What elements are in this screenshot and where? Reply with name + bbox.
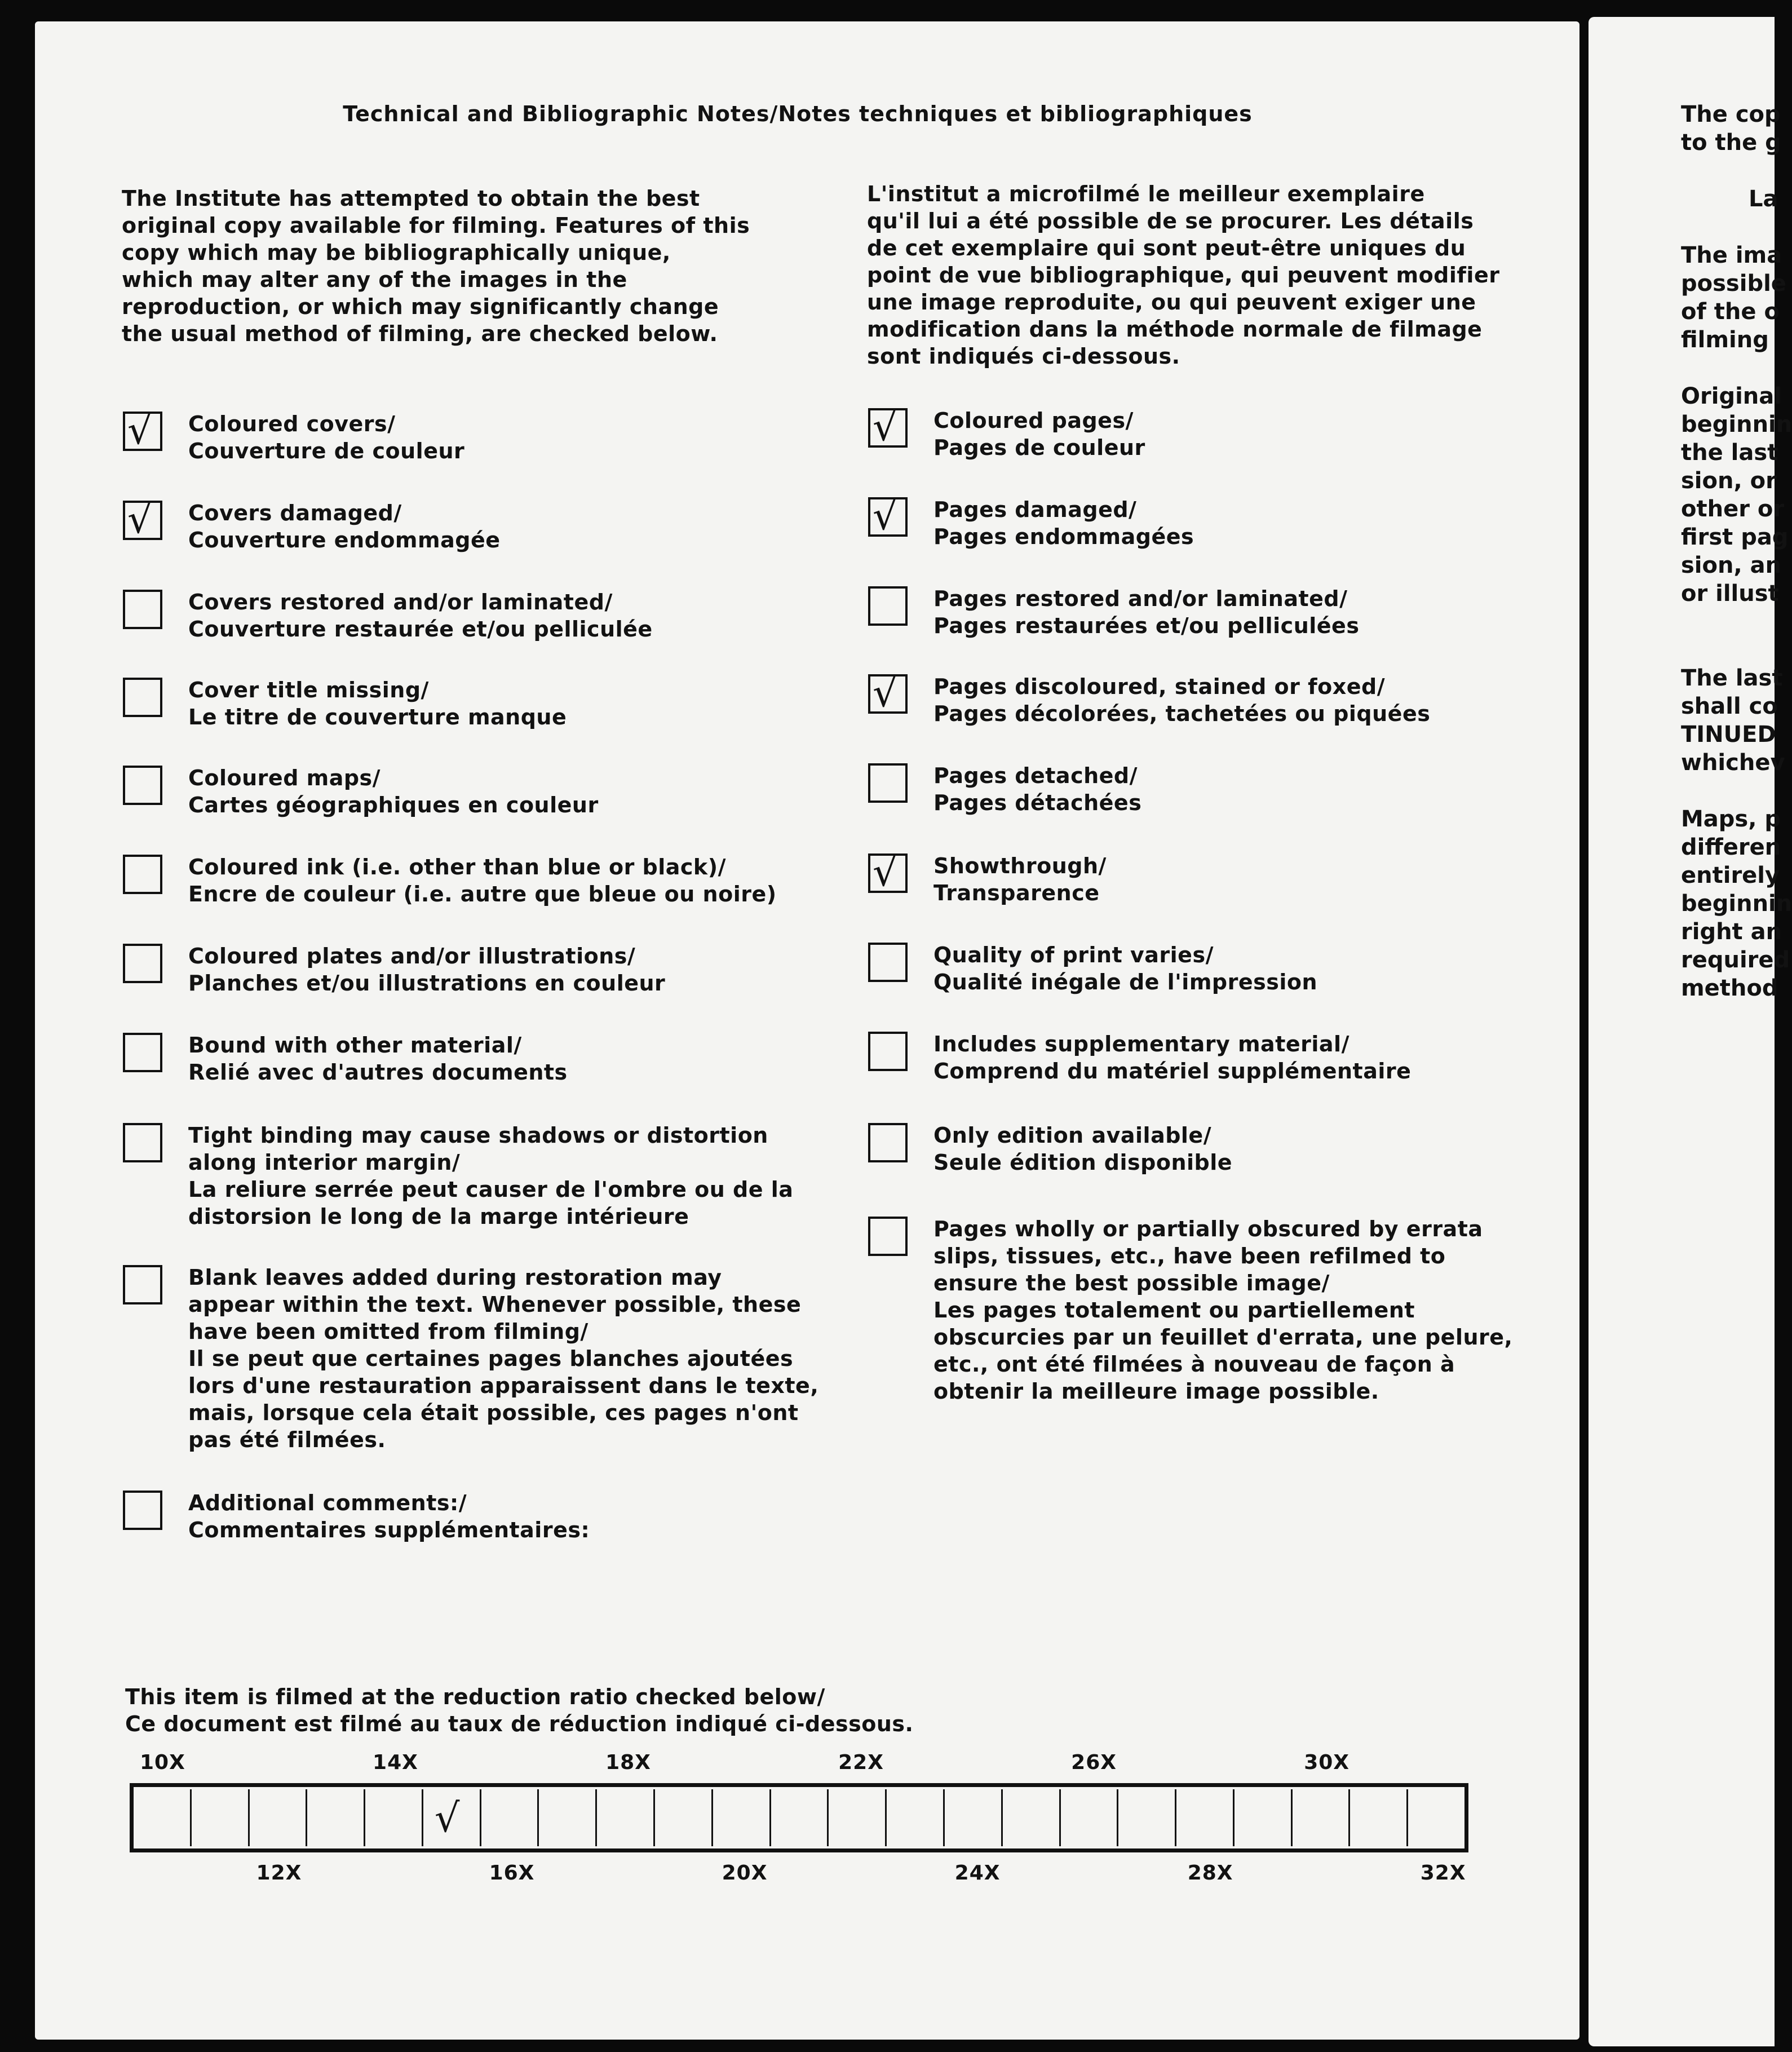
reduction-cell[interactable] [1408, 1789, 1464, 1846]
reduction-cell[interactable] [829, 1789, 887, 1846]
reduction-ratio-label: 16X [489, 1861, 535, 1885]
intro-line: reproduction, or which may significantly change [122, 294, 719, 319]
adjacent-page-line: differen [1681, 834, 1781, 860]
reduction-cell[interactable] [1118, 1789, 1176, 1846]
checklist-item-line: Quality of print varies/ [933, 943, 1214, 967]
checklist-item-line: Comprend du matériel supplémentaire [933, 1059, 1412, 1084]
checked-checkbox[interactable] [123, 407, 162, 453]
checklist-item-label [188, 1489, 590, 1544]
reduction-note-fr: Ce document est filmé au taux de réduction indiqué ci-dessous. [125, 1712, 914, 1736]
checklist-item-line: mais, lorsque cela était possible, ces pages n'ont [188, 1400, 799, 1425]
checklist-item [123, 853, 777, 908]
checklist-item [868, 404, 1145, 461]
reduction-note-en: This item is filmed at the reduction ratio checked below/ [125, 1684, 825, 1709]
checklist-item-label [933, 1215, 1512, 1405]
reduction-cell[interactable] [1176, 1789, 1235, 1846]
reduction-cell[interactable] [713, 1789, 771, 1846]
checklist-item-label [188, 764, 599, 819]
checklist-item-line: Coloured covers/ [188, 412, 396, 436]
checklist-item [123, 1032, 568, 1086]
checklist-item-label [188, 1122, 793, 1230]
checklist-item-line: Additional comments:/ [188, 1491, 467, 1515]
checklist-item-line: Pages restored and/or laminated/ [933, 586, 1348, 611]
checklist-item [868, 1215, 1512, 1405]
checklist-item-label [933, 673, 1430, 727]
reduction-cell[interactable] [1235, 1789, 1293, 1846]
intro-line: point de vue bibliographique, qui peuvent modifier [867, 263, 1500, 288]
adjacent-page-line: whichev [1681, 750, 1785, 776]
intro-line: copy which may be bibliographically unique, [122, 240, 671, 265]
adjacent-page-line: The last [1681, 665, 1783, 691]
checklist-item-label [933, 941, 1317, 996]
adjacent-page-line: beginnin [1681, 412, 1792, 437]
adjacent-page-line: the last [1681, 440, 1778, 466]
checkbox[interactable] [123, 678, 162, 717]
reduction-ratio-scale [130, 1783, 1468, 1852]
adjacent-page-line: La [1749, 186, 1778, 212]
checkbox[interactable] [123, 944, 162, 983]
checklist-item-line: along interior margin/ [188, 1150, 461, 1175]
checklist-item [868, 762, 1141, 816]
checklist-item-line: Covers damaged/ [188, 501, 402, 525]
intro-line: original copy available for filming. Features of this [122, 213, 750, 238]
reduction-cell[interactable] [1293, 1789, 1351, 1846]
adjacent-page-line: The ima [1681, 242, 1782, 268]
adjacent-page-line: filming [1681, 327, 1769, 353]
checklist-item-line: Pages de couleur [933, 435, 1145, 460]
checklist-item-line: ensure the best possible image/ [933, 1271, 1330, 1295]
reduction-ratio-label: 20X [722, 1861, 768, 1885]
checklist-item-line: Couverture de couleur [188, 439, 465, 463]
checklist-item [868, 1031, 1411, 1085]
checklist-item-line: Cover title missing/ [188, 678, 429, 702]
checklist-item-line: Encre de couleur (i.e. autre que bleue ou noire) [188, 882, 777, 906]
checklist-item [868, 1122, 1232, 1176]
checklist-item-line: appear within the text. Whenever possible, these [188, 1292, 802, 1317]
checklist-item-label [933, 496, 1194, 550]
reduction-ratio-label: 30X [1304, 1751, 1350, 1774]
checklist-item-label [933, 585, 1359, 639]
checklist-item-label [188, 1264, 818, 1453]
checklist-item-line: Includes supplementary material/ [933, 1032, 1349, 1056]
checkbox[interactable] [868, 763, 908, 803]
checklist-item [123, 764, 599, 819]
checklist-item-line: Planches et/ou illustrations en couleur [188, 971, 666, 996]
reduction-cell[interactable] [423, 1789, 481, 1846]
checklist-item [123, 1122, 793, 1230]
checked-checkbox[interactable] [868, 493, 908, 539]
checklist-item-line: Pages endommagées [933, 524, 1194, 549]
reduction-cell[interactable] [134, 1789, 192, 1846]
intro-line: L'institut a microfilmé le meilleur exemplaire [867, 182, 1425, 206]
checklist-item [123, 407, 465, 465]
checklist-item-label [188, 853, 777, 908]
reduction-ratio-label: 28X [1187, 1861, 1233, 1885]
checklist-item-line: Commentaires supplémentaires: [188, 1518, 590, 1542]
checkbox[interactable] [123, 1491, 162, 1530]
reduction-cell[interactable] [887, 1789, 945, 1846]
checkbox[interactable] [868, 1217, 908, 1256]
adjacent-page-line [1681, 157, 1792, 185]
checklist-item-label [188, 676, 567, 731]
checklist-item-line: Couverture restaurée et/ou pelliculée [188, 617, 653, 642]
checklist-item-line: slips, tissues, etc., have been refilmed to [933, 1244, 1446, 1268]
checkbox[interactable] [123, 766, 162, 805]
checkbox[interactable] [123, 1123, 162, 1162]
checklist-item-line: distorsion le long de la marge intérieure [188, 1204, 689, 1229]
checkbox[interactable] [123, 590, 162, 629]
reduction-ratio-label: 14X [373, 1751, 418, 1774]
intro-line: qu'il lui a été possible de se procurer. Les détails [867, 209, 1474, 233]
checklist-item-line: Relié avec d'autres documents [188, 1060, 568, 1085]
checklist-item [123, 1264, 818, 1453]
checkmark-icon: √ [873, 404, 898, 450]
checklist-item-line: obscurcies par un feuillet d'errata, une pelure, [933, 1325, 1513, 1350]
reduction-ratio-label: 24X [954, 1861, 1001, 1885]
intro-english [122, 185, 750, 347]
reduction-cell[interactable] [481, 1789, 539, 1846]
adjacent-page-line [1681, 213, 1792, 241]
reduction-cell[interactable] [1003, 1789, 1061, 1846]
checklist-item-line: Les pages totalement ou partiellement [933, 1298, 1415, 1323]
adjacent-page-text [1681, 100, 1792, 1002]
adjacent-page-line: shall co [1681, 693, 1778, 719]
reduction-cell[interactable] [539, 1789, 597, 1846]
checklist-item-label [188, 589, 653, 643]
reduction-note [125, 1683, 913, 1737]
checklist-item-line: Seule édition disponible [933, 1150, 1233, 1175]
page-title: Technical and Bibliographic Notes/Notes techniques et bibliographiques [343, 101, 1253, 126]
checklist-item [123, 676, 567, 731]
reduction-cell[interactable] [192, 1789, 250, 1846]
checklist-item-line: Cartes géographiques en couleur [188, 793, 599, 817]
intro-line: de cet exemplaire qui sont peut-être uniques du [867, 236, 1466, 260]
adjacent-page-line: required [1681, 947, 1790, 973]
checklist-item-label [933, 1031, 1411, 1085]
checked-checkbox[interactable] [868, 670, 908, 716]
reduction-ratio-label: 26X [1071, 1751, 1117, 1774]
reduction-cell[interactable] [250, 1789, 308, 1846]
checklist-item-line: have been omitted from filming/ [188, 1319, 589, 1344]
checklist-item-line: Pages detached/ [933, 763, 1138, 788]
checklist-item [868, 585, 1359, 639]
adjacent-page-line: Original [1681, 383, 1782, 409]
adjacent-page-line: right an [1681, 919, 1782, 945]
reduction-cell[interactable] [597, 1789, 655, 1846]
checkmark-icon: √ [127, 496, 153, 542]
checklist-item-line: obtenir la meilleure image possible. [933, 1379, 1379, 1404]
checklist-item-label [933, 762, 1141, 816]
checklist-item-line: Pages restaurées et/ou pelliculées [933, 613, 1360, 638]
checkmark-icon: √ [127, 407, 153, 453]
checklist-item-label [933, 852, 1107, 906]
checklist-item-label [188, 943, 665, 997]
checklist-item-line: Coloured pages/ [933, 408, 1134, 433]
adjacent-page-line: other or [1681, 496, 1785, 522]
checklist-item-line: Tight binding may cause shadows or distortion [188, 1123, 768, 1148]
intro-line: which may alter any of the images in the [122, 267, 627, 292]
adjacent-page-line [1681, 636, 1792, 664]
intro-line: The Institute has attempted to obtain the best [122, 186, 700, 211]
checkmark-icon: √ [873, 849, 898, 895]
checklist-item-line: Covers restored and/or laminated/ [188, 590, 613, 614]
adjacent-page-line: to the g [1681, 130, 1781, 156]
intro-line: modification dans la méthode normale de filmage [867, 317, 1483, 342]
checklist-item-line: Pages décolorées, tachetées ou piquées [933, 701, 1431, 726]
checklist-item-line: La reliure serrée peut causer de l'ombre ou de la [188, 1177, 794, 1202]
checkbox[interactable] [868, 1123, 908, 1162]
reduction-cell[interactable] [771, 1789, 829, 1846]
adjacent-page-line: sion, an [1681, 552, 1782, 578]
checklist-item-line: lors d'une restauration apparaissent dans le texte, [188, 1373, 819, 1398]
reduction-ratio-label: 22X [838, 1751, 884, 1774]
checked-checkbox[interactable] [123, 496, 162, 542]
checklist-item-line: Qualité inégale de l'impression [933, 970, 1318, 994]
reduction-ratio-label: 10X [140, 1751, 185, 1774]
checklist-item-label [933, 407, 1145, 461]
checklist-item [868, 849, 1107, 906]
adjacent-page-line: first pag [1681, 524, 1789, 550]
checklist-item-label [188, 410, 464, 465]
adjacent-page-line [1681, 354, 1792, 382]
checklist-item [123, 589, 653, 643]
checklist-item-line: Transparence [933, 881, 1100, 905]
checkmark-icon: √ [873, 670, 898, 716]
checklist-item-line: Coloured maps/ [188, 766, 381, 790]
checklist-item-line: Pages damaged/ [933, 497, 1137, 522]
reduction-cell[interactable] [655, 1789, 713, 1846]
adjacent-page-line: TINUED [1681, 722, 1776, 748]
checkbox[interactable] [868, 586, 908, 626]
checklist-item-line: etc., ont été filmées à nouveau de façon à [933, 1352, 1455, 1377]
checklist-item-line: Bound with other material/ [188, 1033, 522, 1058]
checkbox[interactable] [868, 1032, 908, 1071]
checklist-item-line: Coloured plates and/or illustrations/ [188, 944, 636, 968]
adjacent-page-line [1681, 777, 1792, 805]
checklist-item-line: Coloured ink (i.e. other than blue or black)/ [188, 855, 726, 879]
intro-french [867, 180, 1499, 370]
checklist-item [123, 496, 501, 554]
checklist-item-line: Le titre de couverture manque [188, 705, 567, 729]
intro-line: sont indiqués ci-dessous. [867, 344, 1180, 369]
checkmark-icon: √ [873, 493, 898, 539]
intro-line: une image reproduite, ou qui peuvent exiger une [867, 290, 1476, 315]
checklist-item [123, 1489, 590, 1544]
reduction-ratio-label: 12X [256, 1861, 302, 1885]
checklist-item [868, 493, 1194, 550]
adjacent-page-line: or illust [1681, 581, 1779, 607]
checked-checkbox[interactable] [868, 404, 908, 450]
reduction-cell[interactable] [1350, 1789, 1408, 1846]
adjacent-page-line: beginnin [1681, 891, 1792, 917]
reduction-cell[interactable] [945, 1789, 1003, 1846]
checklist-item-line: Blank leaves added during restoration may [188, 1265, 722, 1290]
adjacent-page-line: of the o [1681, 299, 1780, 325]
reduction-cell[interactable] [365, 1789, 423, 1846]
checklist-item-line: Showthrough/ [933, 853, 1107, 878]
adjacent-page-line: entirely [1681, 863, 1780, 888]
checkbox[interactable] [123, 855, 162, 894]
checklist-item [868, 670, 1431, 727]
checklist-item-line: pas été filmées. [188, 1427, 386, 1452]
checklist-item-line: Pages détachées [933, 790, 1142, 815]
reduction-ratio-label: 32X [1420, 1861, 1466, 1885]
adjacent-page-line: Maps, p [1681, 806, 1781, 832]
adjacent-page-line: method [1681, 975, 1778, 1001]
checklist-item [868, 941, 1317, 996]
checkbox[interactable] [868, 943, 908, 982]
checklist-item-line: Couverture endommagée [188, 528, 501, 552]
checklist-item-label [933, 1122, 1232, 1176]
adjacent-page-line [1681, 608, 1792, 636]
adjacent-page-line: sion, or [1681, 468, 1777, 494]
checklist-item [123, 943, 665, 997]
adjacent-page-line: The cop [1681, 101, 1781, 127]
checked-checkbox[interactable] [868, 849, 908, 895]
checklist-item-label [188, 1032, 568, 1086]
checklist-item-line: Only edition available/ [933, 1123, 1212, 1148]
checklist-item-line: Pages wholly or partially obscured by errata [933, 1217, 1483, 1241]
checklist-item-label [188, 499, 501, 554]
reduction-cell[interactable] [1061, 1789, 1119, 1846]
checkbox[interactable] [123, 1265, 162, 1304]
checkbox[interactable] [123, 1033, 162, 1072]
checklist-item-line: Pages discoloured, stained or foxed/ [933, 674, 1386, 699]
adjacent-page-line: possible [1681, 271, 1786, 297]
reduction-cell[interactable] [307, 1789, 365, 1846]
checkmark-icon: √ [434, 1795, 460, 1841]
reduction-ratio-label: 18X [605, 1751, 651, 1774]
intro-line: the usual method of filming, are checked below. [122, 321, 718, 346]
checklist-item-line: Il se peut que certaines pages blanches ajoutées [188, 1346, 794, 1371]
